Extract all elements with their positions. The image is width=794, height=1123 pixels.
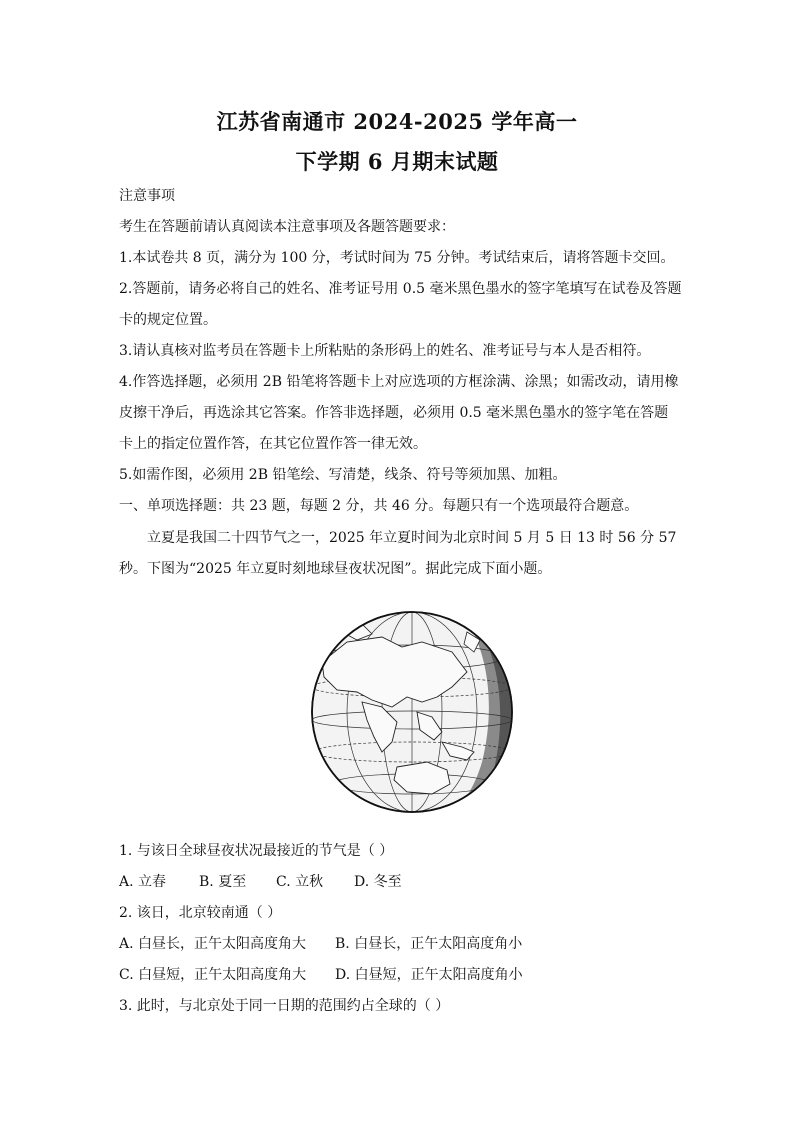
title-line-1: 江苏省南通市 2024-2025 学年高一 bbox=[216, 109, 578, 134]
globe-figure bbox=[302, 602, 522, 822]
question-1-stem: 1. 与该日全球昼夜状况最接近的节气是（ ） bbox=[119, 843, 394, 859]
q1-option-a[interactable]: A. 立春 bbox=[119, 874, 167, 890]
notice-item-4-line-1: 4.作答选择题，必须用 2B 铅笔将答题卡上对应选项的方框涂满、涂黑；如需改动，请用橡 bbox=[119, 374, 679, 390]
q2-option-b[interactable]: B. 白昼长，正午太阳高度角小 bbox=[335, 936, 523, 952]
globe-day-night-icon bbox=[302, 602, 522, 822]
q2-option-d[interactable]: D. 白昼短，正午太阳高度角小 bbox=[335, 967, 523, 983]
question-2-stem: 2. 该日，北京较南通（ ） bbox=[119, 905, 282, 921]
q2-option-c[interactable]: C. 白昼短，正午太阳高度角大 bbox=[119, 967, 307, 983]
q2-option-a[interactable]: A. 白昼长，正午太阳高度角大 bbox=[119, 936, 307, 952]
q1-option-d[interactable]: D. 冬至 bbox=[354, 874, 402, 890]
passage-line-2: 秒。下图为“2025 年立夏时刻地球昼夜状况图”。据此完成下面小题。 bbox=[119, 561, 552, 577]
notice-item-2-line-1: 2.答题前，请务必将自己的姓名、准考证号用 0.5 毫米黑色墨水的签字笔填写在试卷及答题 bbox=[119, 281, 682, 297]
notice-item-5: 5.如需作图，必须用 2B 铅笔绘、写清楚，线条、符号等须加黑、加粗。 bbox=[119, 467, 567, 483]
notice-intro: 考生在答题前请认真阅读本注意事项及各题答题要求： bbox=[119, 219, 455, 235]
notice-item-1: 1.本试卷共 8 页，满分为 100 分，考试时间为 75 分钟。考试结束后，请将答题卡交回。 bbox=[119, 250, 675, 266]
q1-option-c[interactable]: C. 立秋 bbox=[276, 874, 324, 890]
notice-item-3: 3.请认真核对监考员在答题卡上所粘贴的条形码上的姓名、准考证号与本人是否相符。 bbox=[119, 343, 651, 359]
section-heading: 一、单项选择题：共 23 题，每题 2 分，共 46 分。每题只有一个选项最符合题意。 bbox=[119, 498, 639, 514]
question-2-options-row-2 bbox=[119, 966, 679, 984]
notice-item-4-line-3: 卡上的指定位置作答，在其它位置作答一律无效。 bbox=[119, 436, 427, 452]
notice-item-2-line-2: 卡的规定位置。 bbox=[119, 312, 217, 328]
notice-item-4-line-2: 皮擦干净后，再选涂其它答案。作答非选择题，必须用 0.5 毫米黑色墨水的签字笔在答题 bbox=[119, 405, 669, 421]
question-1-options bbox=[119, 873, 679, 891]
title-line-2: 下学期 6 月期末试题 bbox=[295, 149, 499, 174]
q1-option-b[interactable]: B. 夏至 bbox=[199, 874, 247, 890]
question-2-options-row-1 bbox=[119, 935, 679, 953]
question-3-stem: 3. 此时，与北京处于同一日期的范围约占全球的（ ） bbox=[119, 998, 450, 1014]
notice-heading: 注意事项 bbox=[119, 188, 175, 204]
passage-line-1: 立夏是我国二十四节气之一，2025 年立夏时间为北京时间 5 月 5 日 13 时 56 分 57 bbox=[147, 530, 677, 546]
